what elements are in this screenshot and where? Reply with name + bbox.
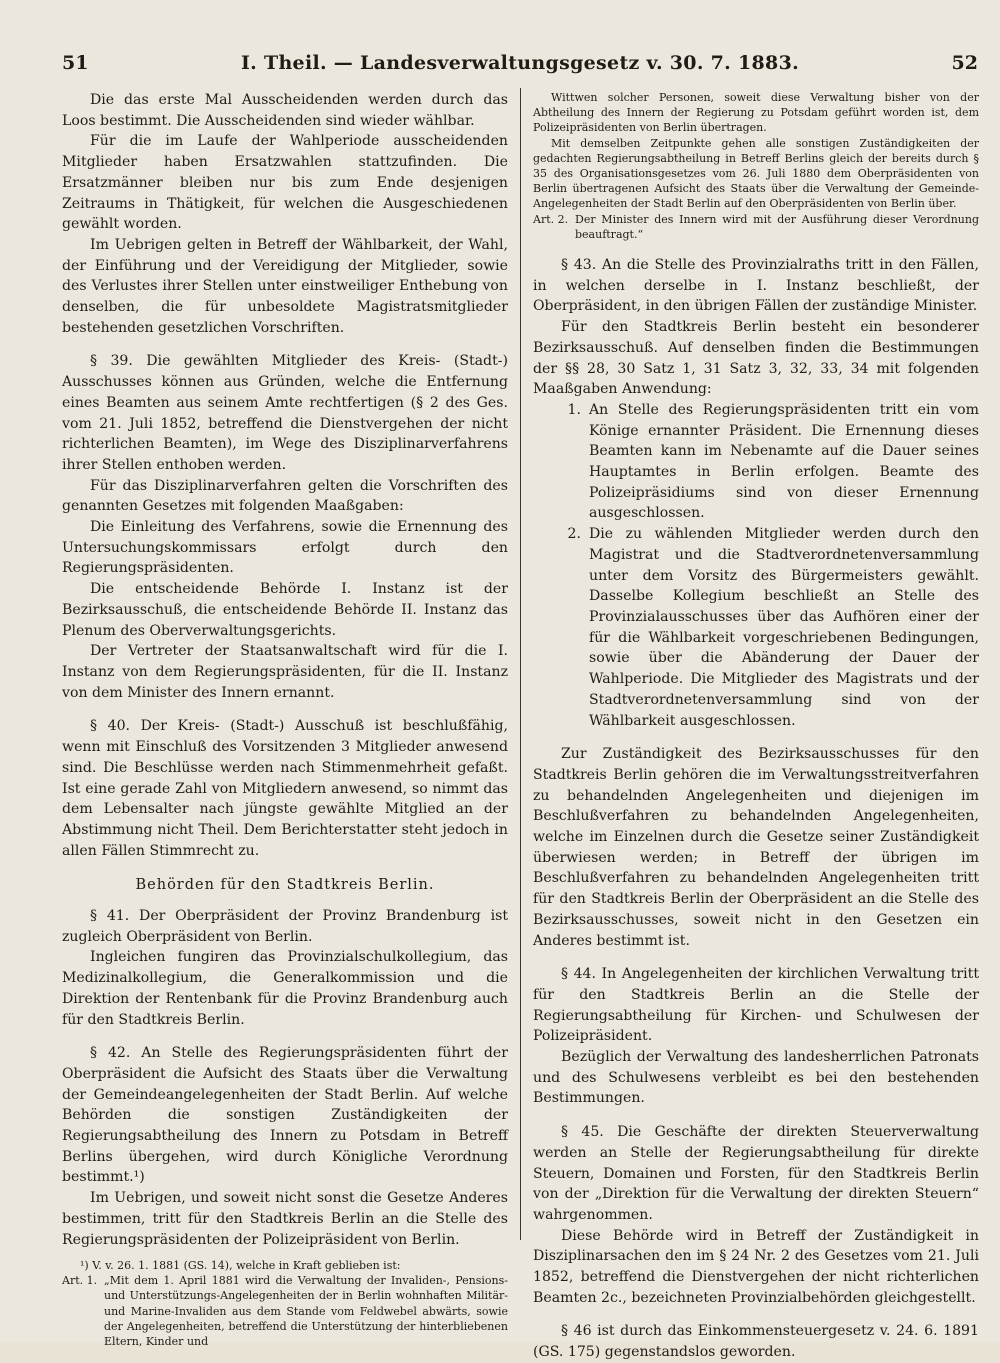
article-label: Art. 2. xyxy=(533,212,569,226)
page-number-left: 51 xyxy=(62,52,89,74)
list-item xyxy=(533,400,979,524)
numbered-list xyxy=(533,400,979,731)
paragraph: Im Uebrigen, und soweit nicht sonst die Gesetze Anderes bestimmen, tritt für den Stadtkreis Berlin an die Stelle des Regierungspräsidenten der Polizeipräsident von Berlin. xyxy=(62,1190,508,1248)
footnote-text: Wittwen solcher Personen, soweit diese Verwaltung bisher von der Abtheilung des Innern der Regierung zu Potsdam geführt worden ist, dem Polizeipräsidenten von Berlin übertragen. xyxy=(533,91,979,135)
footnote-article xyxy=(62,1273,508,1348)
section-40: § 40. Der Kreis- (Stadt-) Ausschuß ist beschlußfähig, wenn mit Einschluß des Vorsitzenden 3 Mitglieder anwesend sind. Die Beschlüsse werden nach Stimmenmehrheit gefaßt. Ist eine gerade Zahl von Mitgliedern anwesend, so nimmt das dem Lebensalter nach jüngste gewählte Mitglied an der Abstimmung nicht Theil. Dem Berichterstatter steht jedoch in allen Fällen Stimmrecht zu. xyxy=(62,718,508,859)
page-number-right: 52 xyxy=(951,52,978,74)
footnote-head: ¹) V. v. 26. 1. 1881 (GS. 14), welche in Kraft geblieben ist: xyxy=(80,1259,401,1273)
section-46: § 46 ist durch das Einkommensteuergesetz v. 24. 6. 1891 (GS. 175) gegenstandslos geworden. xyxy=(533,1323,979,1361)
footnote xyxy=(62,1258,508,1349)
article-text: Der Minister des Innern wird mit der Ausführung dieser Verordnung beauftragt.“ xyxy=(575,212,979,241)
section-43: § 43. An die Stelle des Provinzialraths tritt in den Fällen, in welchen derselbe in I. Instanz beschließt, der Oberpräsident, in den übrigen Fällen der zuständige Minister. xyxy=(533,257,979,315)
left-column xyxy=(62,90,508,1349)
article-label: Art. 1. xyxy=(62,1274,98,1288)
footnote-article xyxy=(533,212,979,242)
footnote-text: Mit demselben Zeitpunkte gehen alle sonstigen Zuständigkeiten der gedachten Regierungsabtheilung in Betreff Berlins gleich der bereits durch § 35 des Organisationsgesetzes vom 26. Juli 1880 dem Oberpräsidenten von Berlin übertragenen Aufsicht des Staats über die Verwaltung der Gemeinde-Angelegenheiten der Stadt Berlin auf den Oberpräsidenten von Berlin über. xyxy=(533,136,979,211)
paragraph: Diese Behörde wird in Betreff der Zuständigkeit in Disziplinarsachen den im § 24 Nr. 2 des Gesetzes vom 21. Juli 1852, betreffend die Dienstvergehen der nicht richterlichen Beamten 2c., bezeichneten Provinzialbehörden gleichgestellt. xyxy=(533,1227,979,1306)
page-header xyxy=(62,52,978,80)
paragraph: Bezüglich der Verwaltung des landesherrlichen Patronats und des Schulwesens verbleibt es bei den bestehenden Bestimmungen. xyxy=(533,1049,979,1107)
paragraph: Für das Disziplinarverfahren gelten die Vorschriften des genannten Gesetzes mit folgenden Maaßgaben: xyxy=(62,477,508,515)
list-number: 1. xyxy=(567,401,581,418)
section-41: § 41. Der Oberpräsident der Provinz Brandenburg ist zugleich Oberpräsident von Berlin. xyxy=(62,908,508,945)
list-number: 2. xyxy=(567,526,581,543)
column-divider xyxy=(520,88,521,1240)
paragraph: Ingleichen fungiren das Provinzialschulkollegium, das Medizinalkollegium, die Generalkommission und die Direktion der Rentenbank für die Provinz Brandenburg auch für den Stadtkreis Berlin. xyxy=(62,949,508,1028)
paragraph: Die Einleitung des Verfahrens, sowie die Ernennung des Untersuchungskommissars erfolgt durch den Regierungspräsidenten. xyxy=(62,519,508,577)
section-42: § 42. An Stelle des Regierungspräsidenten führt der Oberpräsident die Aufsicht des Staats über die Verwaltung der Gemeindeangelegenheiten der Stadt Berlin. Auf welche Behörden die sonstigen Zuständigkeiten der Regierungsabtheilung des Innern zu Potsdam in Betreff Berlins übergehen, wird durch Königliche Verordnung bestimmt.¹) xyxy=(62,1045,508,1186)
paragraph: Für die im Laufe der Wahlperiode ausscheidenden Mitglieder haben Ersatzwahlen stattzufinden. Die Ersatzmänner bleiben nur bis zum Ende desjenigen Zeitraums in Thätigkeit, für welchen die Ausgeschiedenen gewählt worden. xyxy=(62,133,508,233)
paragraph: Die das erste Mal Ausscheidenden werden durch das Loos bestimmt. Die Ausscheidenden sind wieder wählbar. xyxy=(62,92,508,129)
running-title: I. Theil. — Landesverwaltungsgesetz v. 30. 7. 1883. xyxy=(240,52,799,74)
paragraph: Zur Zuständigkeit des Bezirksausschusses für den Stadtkreis Berlin gehören die im Verwaltungsstreitverfahren zu behandelnden Angelegenheiten und diejenigen im Beschlußverfahren zu behandelnden Angelegenheiten, welche im Einzelnen durch die Gesetze seiner Zuständigkeit überwiesen werden; in Betreff der übrigen im Beschlußverfahren zu behandelnden Angelegenheiten tritt für den Stadtkreis Berlin der Oberpräsident an die Stelle des Bezirksausschusses, soweit nicht in den Gesetzen ein Anderes bestimmt ist. xyxy=(533,746,979,949)
list-text: Die zu wählenden Mitglieder werden durch den Magistrat und die Stadtverordnetenversammlung unter dem Vorsitz des Bürgermeisters gewählt. Dasselbe Kollegium beschließt an Stelle des Provinzialausschusses über das Aufhören einer der für die Wählbarkeit vorgeschriebenen Bedingungen, sowie über die Abänderung der Dauer der Wahlperiode. Die Mitglieder des Magistrats und der Stadtverordnetenversammlung sind von der Wählbarkeit ausgeschlossen. xyxy=(589,526,979,729)
section-heading: Behörden für den Stadtkreis Berlin. xyxy=(135,877,435,894)
footnote-continuation xyxy=(533,90,979,242)
section-39: § 39. Die gewählten Mitglieder des Kreis- (Stadt-) Ausschusses können aus Gründen, welche die Entfernung eines Beamten aus seinem Amte rechtfertigen (§ 2 des Ges. vom 21. Juli 1852, betreffend die Dienstvergehen der nicht richterlichen Beamten), im Wege des Disziplinarverfahrens ihrer Stellen enthoben werden. xyxy=(62,353,508,473)
section-45: § 45. Die Geschäfte der direkten Steuerverwaltung werden an Stelle der Regierungsabtheilung für direkte Steuern, Domainen und Forsten, für den Stadtkreis Berlin von der „Direktion für die Verwaltung der direkten Steuern“ wahrgenommen. xyxy=(533,1124,979,1223)
paragraph: Im Uebrigen gelten in Betreff der Wählbarkeit, der Wahl, der Einführung und der Vereidigung der Mitglieder, sowie des Verlustes ihrer Stellen unter einstweiliger Enthebung von denselben, die für unbesoldete Magistratsmitglieder bestehenden gesetzlichen Vorschriften. xyxy=(62,236,508,336)
list-text: An Stelle des Regierungspräsidenten tritt ein vom Könige ernannter Präsident. Die Ernennung dieses Beamten kann im Nebenamte auf die Dauer seines Hauptamtes in Berlin erfolgen. Beamte des Polizeipräsidiums sind von dieser Ernennung ausgeschlossen. xyxy=(589,401,979,522)
paragraph: Für den Stadtkreis Berlin besteht ein besonderer Bezirksausschuß. Auf denselben finden die Bestimmungen der §§ 28, 30 Satz 1, 31 Satz 3, 32, 33, 34 mit folgenden Maaßgaben Anwendung: xyxy=(533,319,979,398)
right-column xyxy=(533,90,979,1363)
list-item xyxy=(533,524,979,731)
article-text: „Mit dem 1. April 1881 wird die Verwaltung der Invaliden-, Pensions- und Unterstützungs-Angelegenheiten der in Berlin wohnhaften Militär- und Marine-Invaliden aus dem Stande vom Feldwebel abwärts, sowie der Angelegenheiten, betreffend die Unterstützung der hinterbliebenen Eltern, Kinder und xyxy=(104,1274,508,1348)
paragraph: Der Vertreter der Staatsanwaltschaft wird für die I. Instanz von dem Regierungspräsidenten, für die II. Instanz von dem Minister des Innern ernannt. xyxy=(62,643,508,701)
paragraph: Die entscheidende Behörde I. Instanz ist der Bezirksausschuß, die entscheidende Behörde II. Instanz das Plenum des Oberverwaltungsgerichts. xyxy=(62,581,508,639)
section-44: § 44. In Angelegenheiten der kirchlichen Verwaltung tritt für den Stadtkreis Berlin an die Stelle der Regierungsabtheilung für Kirchen- und Schulwesen der Polizeipräsident. xyxy=(533,966,979,1045)
